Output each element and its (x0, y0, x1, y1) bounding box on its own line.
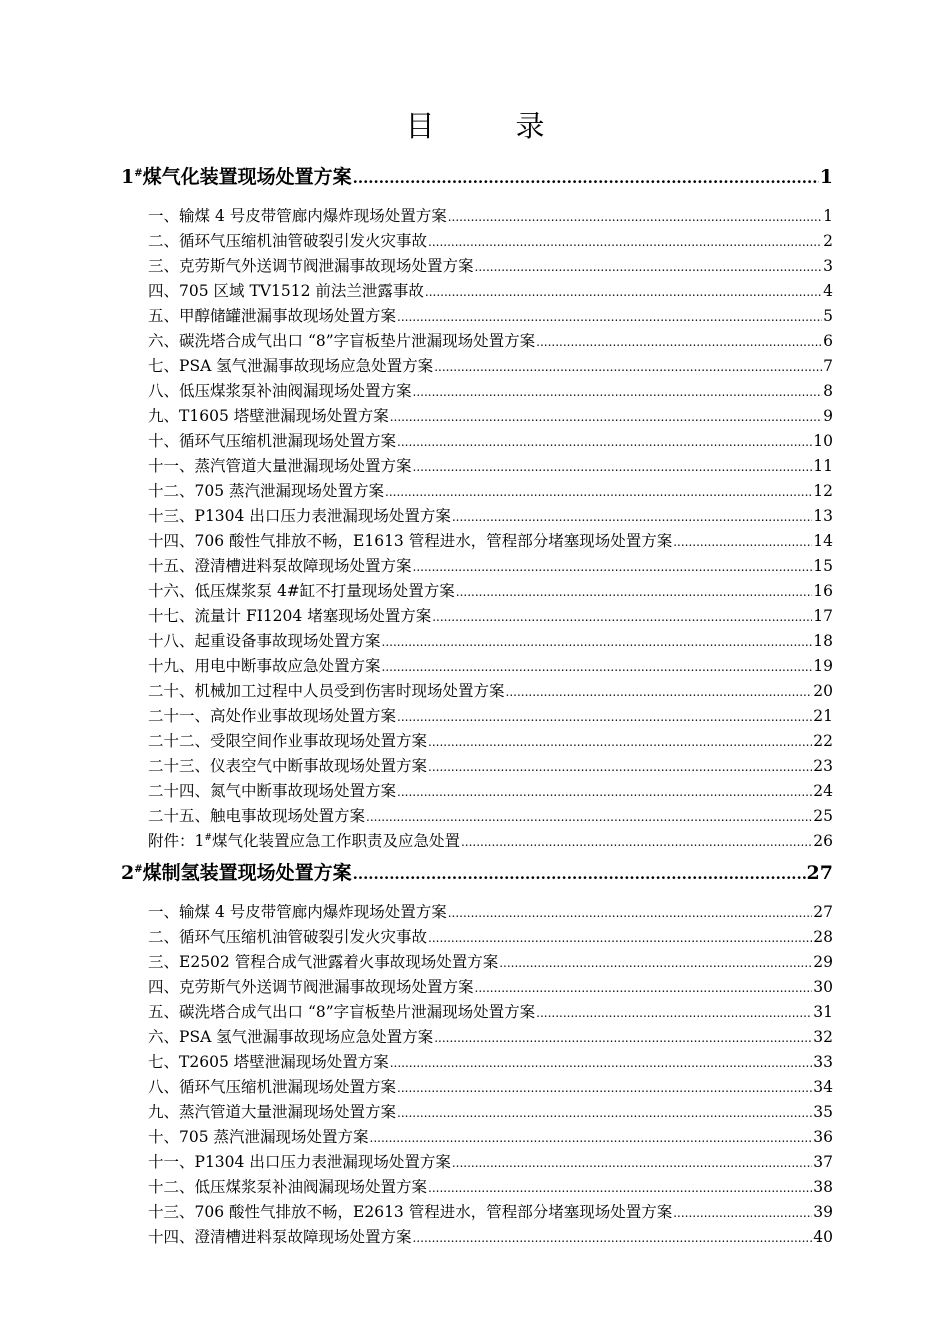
toc-entry[interactable] (148, 1075, 833, 1100)
toc-entry-number: 十、 (148, 1128, 180, 1146)
toc-entry-title (148, 279, 424, 301)
dot-leader (397, 710, 812, 724)
toc-entry-title (148, 925, 427, 947)
dot-leader (382, 660, 813, 674)
toc-entry-number: 二十二、 (148, 732, 211, 750)
dot-leader (448, 210, 822, 224)
toc-entry[interactable] (148, 529, 833, 554)
toc-entry[interactable] (148, 1025, 833, 1050)
toc-entry[interactable] (148, 679, 833, 704)
dot-leader (425, 285, 822, 299)
toc-entry-text: T2605 塔壁泄漏现场处置方案 (179, 1053, 389, 1071)
dot-leader (390, 1056, 813, 1070)
toc-entry-title (148, 329, 535, 351)
toc-entry-page-number: 18 (813, 632, 833, 650)
dot-leader (413, 1231, 813, 1245)
toc-entry-page-number: 38 (813, 1178, 833, 1196)
toc-entry-title (148, 950, 498, 972)
dot-leader (370, 1131, 813, 1145)
toc-entry-page-number: 19 (813, 657, 833, 675)
toc-entry-number: 三、 (148, 953, 180, 971)
dot-leader (382, 635, 813, 649)
toc-entry-text: 氮气中断事故现场处置方案 (210, 782, 397, 800)
toc-entry-page-number: 14 (813, 532, 833, 550)
toc-entry-number: 二十五、 (148, 807, 211, 825)
toc-entry-number: 十四、 (148, 1228, 195, 1246)
dot-leader (448, 906, 813, 920)
dot-leader (434, 360, 822, 374)
toc-entry-title (148, 704, 396, 726)
dot-leader (397, 1081, 812, 1095)
toc-entry-title (148, 1075, 396, 1097)
toc-entry-text: 低压煤浆泵补油阀漏现场处置方案 (179, 382, 412, 400)
toc-entry-text: 循环气压缩机泄漏现场处置方案 (179, 432, 397, 450)
toc-entry-superscript: # (204, 833, 212, 843)
toc-entry-number: 十七、 (148, 607, 195, 625)
toc-entry-title (148, 804, 365, 826)
toc-entry-text: 流量计 FI1204 堵塞现场处置方案 (194, 607, 432, 625)
toc-entry-page-number: 1 (823, 207, 833, 225)
toc-entry-page-number: 4 (823, 282, 833, 300)
toc-entry-page-number: 27 (813, 903, 833, 921)
dot-leader (475, 260, 823, 274)
toc-entry-number: 二十四、 (148, 782, 211, 800)
toc-entry-text: PSA 氢气泄漏事故现场应急处置方案 (179, 357, 434, 375)
toc-entry[interactable] (148, 1225, 833, 1250)
toc-entry-number: 十三、 (148, 1203, 195, 1221)
toc-entry-number: 八、 (148, 382, 180, 400)
toc-entry-text: 低压煤浆泵补油阀漏现场处置方案 (194, 1178, 428, 1196)
toc-entry-page-number: 13 (813, 507, 833, 525)
toc-entry-page-number: 3 (823, 257, 833, 275)
toc-entry-page-number: 6 (823, 332, 833, 350)
toc-entry-text: 澄清槽进料泵故障现场处置方案 (194, 557, 412, 575)
toc-entry-text: 706 酸性气排放不畅，E1613 管程进水，管程部分堵塞现场处置方案 (194, 532, 673, 550)
toc-entry-page-number: 16 (813, 582, 833, 600)
toc-entry-number: 二十三、 (148, 757, 211, 775)
toc-entry-page-number: 21 (813, 707, 833, 725)
toc-entry[interactable] (148, 804, 833, 829)
toc-entry-page-number: 29 (813, 953, 833, 971)
section-page-number: 27 (806, 862, 833, 884)
dot-leader (456, 585, 812, 599)
toc-entry-text: 受限空间作业事故现场处置方案 (210, 732, 428, 750)
toc-entry[interactable] (148, 900, 833, 925)
dot-leader (428, 760, 812, 774)
toc-entry-text: P1304 出口压力表泄漏现场处置方案 (194, 507, 451, 525)
toc-entry-number: 十二、 (148, 482, 195, 500)
toc-entry-title (148, 1100, 396, 1122)
toc-entry-number: 一、 (148, 903, 180, 921)
toc-entry-page-number: 11 (813, 457, 833, 475)
toc-entry-title (148, 254, 474, 276)
dot-leader (397, 310, 822, 324)
toc-entry-text: 碳洗塔合成气出口 “8”字盲板垫片泄漏现场处置方案 (179, 332, 536, 350)
dot-leader (432, 610, 812, 624)
toc-entry[interactable] (148, 554, 833, 579)
toc-entry[interactable] (148, 629, 833, 654)
toc-entry-page-number: 8 (823, 382, 833, 400)
toc-entry-title (148, 754, 427, 776)
toc-entry[interactable] (148, 229, 833, 254)
dot-leader (536, 335, 822, 349)
section-heading[interactable] (121, 162, 833, 192)
toc-entry-title (148, 829, 460, 851)
section-entries (121, 900, 833, 1250)
toc-entry[interactable] (148, 579, 833, 604)
dot-leader (366, 810, 812, 824)
toc-entry[interactable] (148, 454, 833, 479)
toc-entry-number: 九、 (148, 407, 180, 425)
toc-entry-text: 循环气压缩机油管破裂引发火灾事故 (179, 232, 428, 250)
toc-entry-number: 十二、 (148, 1178, 195, 1196)
toc-entry-number: 五、 (148, 307, 180, 325)
dot-leader (428, 931, 812, 945)
toc-entry-title (148, 404, 389, 426)
toc-entry-number: 十九、 (148, 657, 195, 675)
toc-entry[interactable] (148, 1175, 833, 1200)
dot-leader (353, 169, 819, 187)
toc-entry-title (148, 304, 396, 326)
dot-leader (673, 1206, 812, 1220)
toc-entry[interactable] (148, 829, 833, 854)
toc-entry-page-number: 17 (813, 607, 833, 625)
toc-entry-text: T1605 塔壁泄漏现场处置方案 (179, 407, 389, 425)
toc-entry[interactable] (148, 704, 833, 729)
toc-entry-number: 五、 (148, 1003, 180, 1021)
toc-entry[interactable] (148, 950, 833, 975)
toc-entry[interactable] (148, 429, 833, 454)
toc-entry-page-number: 10 (813, 432, 833, 450)
toc-entry-prefix: 1 (194, 832, 205, 850)
toc-entry-text: P1304 出口压力表泄漏现场处置方案 (194, 1153, 451, 1171)
toc-entry-text: 仪表空气中断事故现场处置方案 (210, 757, 428, 775)
toc-entry-number: 十六、 (148, 582, 195, 600)
toc-entry-page-number: 40 (813, 1228, 833, 1246)
toc-entry-page-number: 31 (813, 1003, 833, 1021)
toc-entry[interactable] (148, 404, 833, 429)
toc-entry-number: 十四、 (148, 532, 195, 550)
dot-leader (452, 510, 812, 524)
toc-entry-page-number: 37 (813, 1153, 833, 1171)
toc-entry[interactable] (148, 1050, 833, 1075)
dot-leader (428, 735, 812, 749)
toc-entry-title (148, 1200, 672, 1222)
toc-entry-page-number: 30 (813, 978, 833, 996)
toc-entry-text: 输煤 4 号皮带管廊内爆炸现场处置方案 (179, 903, 447, 921)
toc-entry-number: 七、 (148, 1053, 180, 1071)
toc-entry-text: 触电事故现场处置方案 (210, 807, 366, 825)
toc-entry-text: 碳洗塔合成气出口 “8”字盲板垫片泄漏现场处置方案 (179, 1003, 536, 1021)
toc-entry[interactable] (148, 279, 833, 304)
toc-entry-page-number: 15 (813, 557, 833, 575)
toc-entry-page-number: 36 (813, 1128, 833, 1146)
toc-entry-text: E2502 管程合成气泄露着火事故现场处置方案 (179, 953, 499, 971)
toc-entry-title (148, 504, 451, 526)
toc-entry-text: 起重设备事故现场处置方案 (194, 632, 381, 650)
toc-entry[interactable] (148, 604, 833, 629)
toc-entry-number: 附件： (148, 832, 195, 850)
toc-entry-text: 706 酸性气排放不畅，E2613 管程进水，管程部分堵塞现场处置方案 (194, 1203, 673, 1221)
toc-entry-title (148, 654, 381, 676)
dot-leader (428, 1181, 812, 1195)
toc-entry-page-number: 5 (823, 307, 833, 325)
toc-entry-text: 甲醇储罐泄漏事故现场处置方案 (179, 307, 397, 325)
section-heading-title: 1#煤气化装置现场处置方案 (121, 166, 352, 188)
toc-entry-text: 克劳斯气外送调节阀泄漏事故现场处置方案 (179, 257, 474, 275)
toc-entry[interactable] (148, 379, 833, 404)
toc-entry-number: 二十一、 (148, 707, 211, 725)
toc-entry-title (148, 1050, 389, 1072)
toc-entry-title (148, 1025, 433, 1047)
toc-entry-number: 一、 (148, 207, 180, 225)
toc-title: 目 录 (405, 109, 571, 143)
toc-entry-number: 十八、 (148, 632, 195, 650)
toc-entry[interactable] (148, 654, 833, 679)
section-heading[interactable] (121, 858, 833, 888)
toc-entry-title (148, 1125, 369, 1147)
toc-entry-page-number: 35 (813, 1103, 833, 1121)
toc-entry-text: PSA 氢气泄漏事故现场应急处置方案 (179, 1028, 434, 1046)
toc-entry-text: 澄清槽进料泵故障现场处置方案 (194, 1228, 412, 1246)
toc-entry[interactable] (148, 354, 833, 379)
toc-entry-page-number: 24 (813, 782, 833, 800)
toc-entry-text: 高处作业事故现场处置方案 (210, 707, 397, 725)
toc-entry-title (148, 1225, 412, 1247)
toc-entry-text: 705 蒸汽泄漏现场处置方案 (179, 1128, 369, 1146)
section-page-number: 1 (819, 166, 833, 188)
toc-entry-title (148, 429, 396, 451)
dot-leader (397, 785, 812, 799)
toc-entry-text: 克劳斯气外送调节阀泄漏事故现场处置方案 (179, 978, 474, 996)
toc-entry[interactable] (148, 329, 833, 354)
toc-entry-title (148, 779, 396, 801)
toc-entry-page-number: 22 (813, 732, 833, 750)
toc-entry-page-number: 25 (813, 807, 833, 825)
toc-entry-number: 三、 (148, 257, 180, 275)
toc-entry-text: 循环气压缩机泄漏现场处置方案 (179, 1078, 397, 1096)
toc-entry-text: 用电中断事故应急处置方案 (194, 657, 381, 675)
toc-entry[interactable] (148, 925, 833, 950)
toc-entry-number: 六、 (148, 332, 180, 350)
toc-entry[interactable] (148, 779, 833, 804)
toc-entry[interactable] (148, 1000, 833, 1025)
toc-entry-text: 705 蒸汽泄漏现场处置方案 (194, 482, 385, 500)
toc-entry[interactable] (148, 254, 833, 279)
toc-entry-page-number: 28 (813, 928, 833, 946)
toc-entry-number: 十一、 (148, 1153, 195, 1171)
dot-leader (397, 1106, 812, 1120)
toc-entry-title (148, 1175, 427, 1197)
toc-entry[interactable] (148, 504, 833, 529)
toc-entry-title (148, 679, 505, 701)
toc-entry-page-number: 9 (823, 407, 833, 425)
dot-leader (673, 535, 812, 549)
toc-entry-number: 六、 (148, 1028, 180, 1046)
toc-entry-text: 煤气化装置应急工作职责及应急处置 (211, 832, 460, 850)
dot-leader (397, 435, 812, 449)
toc-entry-text: 输煤 4 号皮带管廊内爆炸现场处置方案 (179, 207, 447, 225)
dot-leader (353, 865, 806, 883)
toc-entry-title (148, 229, 427, 251)
dot-leader (499, 956, 812, 970)
dot-leader (452, 1156, 812, 1170)
toc-entry-title (148, 729, 427, 751)
toc-entry-page-number: 12 (813, 482, 833, 500)
toc-entry[interactable] (148, 1200, 833, 1225)
dot-leader (434, 1031, 812, 1045)
dot-leader (413, 460, 813, 474)
toc-section-1 (121, 162, 833, 854)
toc-entry[interactable] (148, 754, 833, 779)
toc-entry-number: 二十、 (148, 682, 195, 700)
toc-entry-title (148, 900, 447, 922)
toc-entry-title (148, 1150, 451, 1172)
toc-entry-page-number: 33 (813, 1053, 833, 1071)
toc-entry-number: 四、 (148, 282, 180, 300)
toc-entry-title (148, 529, 672, 551)
toc-entry-number: 十一、 (148, 457, 195, 475)
toc-section-2 (121, 858, 833, 1250)
dot-leader (461, 835, 812, 849)
toc-entry-title (148, 1000, 535, 1022)
toc-entry-title (148, 379, 412, 401)
toc-entry-number: 二、 (148, 928, 180, 946)
toc-entry-number: 九、 (148, 1103, 180, 1121)
toc-entry-title (148, 554, 412, 576)
toc-entry-text: 蒸汽管道大量泄漏现场处置方案 (179, 1103, 397, 1121)
toc-entry-page-number: 32 (813, 1028, 833, 1046)
section-heading-title: 2#煤制氢装置现场处置方案 (121, 862, 352, 884)
toc-entry[interactable] (148, 479, 833, 504)
toc-entry-title (148, 479, 384, 501)
dot-leader (385, 485, 812, 499)
toc-entry-title (148, 354, 433, 376)
toc-entry-title (148, 604, 431, 626)
toc-entry[interactable] (148, 304, 833, 329)
toc-entry-title (148, 204, 447, 226)
toc-entry-number: 十、 (148, 432, 180, 450)
toc-entry-text: 蒸汽管道大量泄漏现场处置方案 (194, 457, 412, 475)
toc-entry[interactable] (148, 1100, 833, 1125)
dot-leader (413, 385, 823, 399)
toc-entry-page-number: 23 (813, 757, 833, 775)
toc-entry[interactable] (148, 1150, 833, 1175)
toc-entry[interactable] (148, 1125, 833, 1150)
toc-entry-page-number: 39 (813, 1203, 833, 1221)
toc-entry-number: 二、 (148, 232, 180, 250)
toc-entry-title (148, 454, 412, 476)
toc-entry-title (148, 975, 474, 997)
toc-entry-title (148, 579, 455, 601)
dot-leader (475, 981, 813, 995)
toc-entry[interactable] (148, 975, 833, 1000)
dot-leader (536, 1006, 812, 1020)
toc-entry-number: 十五、 (148, 557, 195, 575)
toc-entry-text: 循环气压缩机油管破裂引发火灾事故 (179, 928, 428, 946)
toc-entry-text: 机械加工过程中人员受到伤害时现场处置方案 (194, 682, 505, 700)
toc-entry-page-number: 2 (823, 232, 833, 250)
toc-entry[interactable] (148, 729, 833, 754)
toc-entry-page-number: 20 (813, 682, 833, 700)
dot-leader (506, 685, 813, 699)
dot-leader (428, 235, 822, 249)
toc-entry[interactable] (148, 204, 833, 229)
toc-entry-text: 低压煤浆泵 4#缸不打量现场处置方案 (194, 582, 455, 600)
toc-entry-page-number: 7 (823, 357, 833, 375)
dot-leader (390, 410, 822, 424)
toc-entry-text: 705 区域 TV1512 前法兰泄露事故 (179, 282, 424, 300)
section-entries (121, 204, 833, 854)
toc-entry-number: 四、 (148, 978, 180, 996)
toc-entry-title (148, 629, 381, 651)
toc-entry-page-number: 34 (813, 1078, 833, 1096)
toc-entry-number: 八、 (148, 1078, 180, 1096)
toc-entry-number: 十三、 (148, 507, 195, 525)
dot-leader (413, 560, 813, 574)
toc-entry-number: 七、 (148, 357, 180, 375)
toc-entry-page-number: 26 (813, 832, 833, 850)
